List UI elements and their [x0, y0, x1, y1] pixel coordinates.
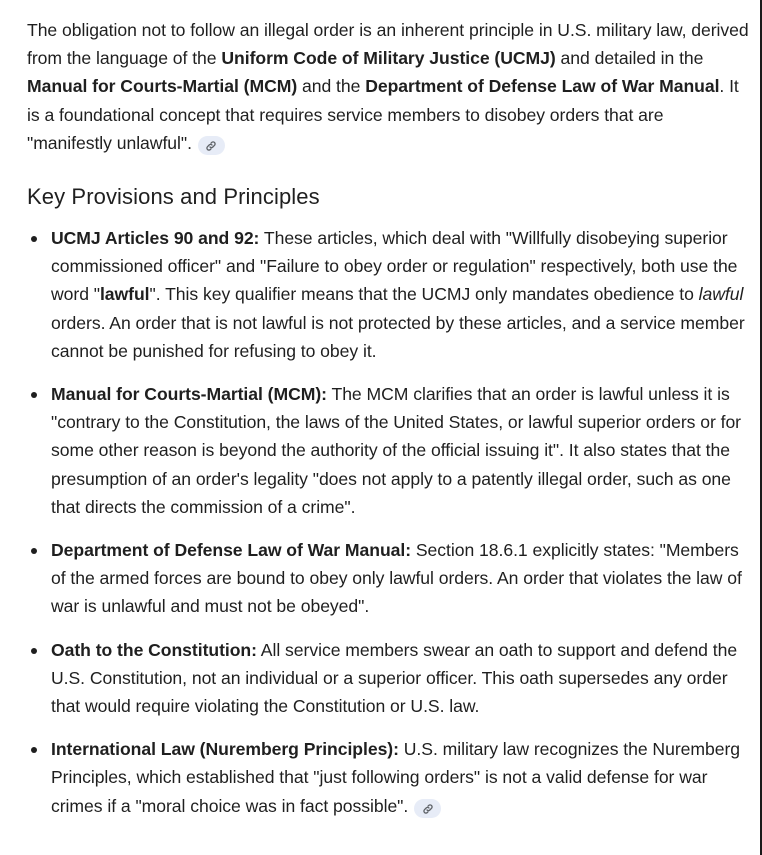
- source-link-chip[interactable]: [414, 799, 441, 818]
- ucmj-term: Uniform Code of Military Justice (UCMJ): [221, 48, 556, 69]
- section-heading: Key Provisions and Principles: [27, 184, 320, 210]
- item-title: International Law (Nuremberg Principles):: [51, 739, 399, 760]
- item-text: U.S. military law recognizes the Nuremberg Principles, which established that "just following orders" is not a valid defense for war crimes if a "moral choice was in fact possible".: [51, 739, 740, 816]
- intro-text: . It is a foundational concept that requires service members to disobey orders that are "manifestly unlawful".: [27, 76, 739, 153]
- intro-text: and the: [297, 76, 366, 97]
- dod-manual-term: Department of Defense Law of War Manual: [365, 76, 720, 97]
- item-text: All service members swear an oath to support and defend the U.S. Constitution, not an individual or a superior officer. This oath supersedes any order that would require violating the Constitution or U.S. law.: [51, 639, 738, 717]
- item-title: Oath to the Constitution:: [51, 639, 257, 660]
- item-italic: lawful: [698, 284, 744, 305]
- response-content: [27, 16, 751, 835]
- item-title: Department of Defense Law of War Manual:: [51, 540, 412, 561]
- item-text: These articles, which deal with "Willfully disobeying superior commissioned officer" and "Failure to obey order or regulation" respectively, both use the word ": [51, 228, 738, 305]
- list-item: [27, 636, 751, 721]
- item-text: ". This key qualifier means that the UCMJ only mandates obedience to: [149, 284, 699, 305]
- mcm-term: Manual for Courts-Martial (MCM): [27, 76, 298, 97]
- source-link-chip[interactable]: [198, 136, 225, 155]
- intro-text: and detailed in the: [555, 48, 704, 69]
- link-icon: [205, 140, 217, 152]
- item-title: UCMJ Articles 90 and 92:: [51, 228, 260, 249]
- provisions-list: [27, 224, 751, 820]
- list-item: [27, 735, 751, 820]
- list-item: [27, 224, 751, 365]
- link-icon: [422, 803, 434, 815]
- list-item: [27, 380, 751, 521]
- item-text: orders. An order that is not lawful is not protected by these articles, and a service member cannot be punished for refusing to obey it.: [51, 312, 745, 361]
- item-text: Section 18.6.1 explicitly states: "Members of the armed forces are bound to obey only lawful orders. An order that violates the law of war is unlawful and must not be obeyed".: [51, 540, 742, 617]
- list-item: [27, 536, 751, 621]
- item-emphasis: lawful: [99, 284, 150, 305]
- item-title: Manual for Courts-Martial (MCM):: [51, 384, 327, 405]
- item-text: The MCM clarifies that an order is lawful unless it is "contrary to the Constitution, the laws of the United States, or lawful superior orders or for some other reason is beyond the authority of the official issuing it". It also states that the presumption of an order's legality "does not apply to a patently illegal order, such as one that directs the commission of a crime".: [51, 384, 741, 517]
- intro-text: The obligation not to follow an illegal order is an inherent principle in U.S. military law, derived from the language of the: [27, 20, 749, 69]
- intro-paragraph: [27, 16, 751, 157]
